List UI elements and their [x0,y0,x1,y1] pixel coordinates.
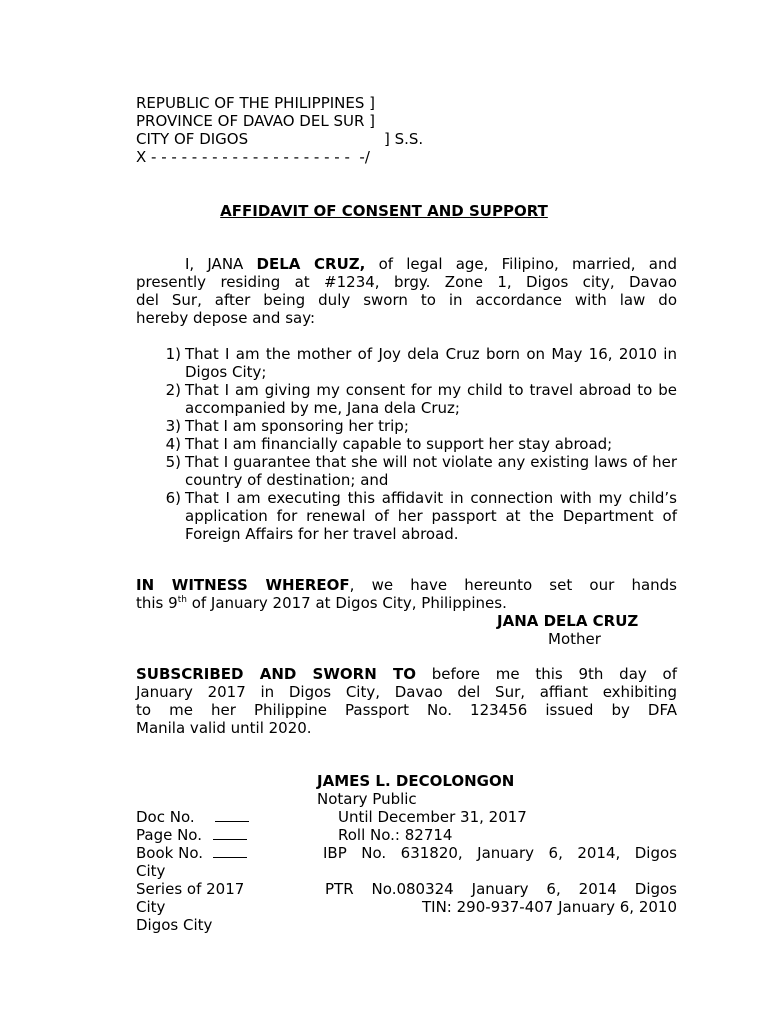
book-no-label [136,844,247,862]
notary-roll: Roll No.: 82714 [338,826,453,844]
jurat-bold: SUBSCRIBED AND SWORN TO [136,665,416,683]
list-item [136,381,677,417]
list-item [136,489,677,543]
intro-line-4: hereby depose and say: [136,309,316,327]
witness-line-2 [136,594,507,612]
witness-rest: , we have hereunto set our hands [349,576,677,594]
signer-role: Mother [548,630,601,648]
intro-line-1 [136,255,677,273]
notary-ptr: PTR No.080324 January 6, 2014 Digos [325,880,677,898]
jurat-line-4: Manila valid until 2020. [136,719,312,737]
doc-no-blank [215,809,249,822]
jurat-line-3: to me her Philippine Passport No. 123456 issued by DFA [136,701,677,719]
page-no-text: Page No. [136,826,202,844]
witness-date-post: of January 2017 at Digos City, Philippines. [186,594,507,612]
intro-line-2: presently residing at #1234, brgy. Zone 1, Digos city, Davao [136,273,677,291]
notary-title: Notary Public [317,790,417,808]
book-no-blank [213,845,247,858]
page-no-blank [213,827,247,840]
list-item-text: That I am the mother of Joy dela Cruz born on May 16, 2010 in Digos City; [185,345,677,381]
doc-no-text: Doc No. [136,808,195,826]
intro-rest: of legal age, Filipino, married, and [365,255,677,273]
list-item-number: 2) [165,381,181,399]
notary-ibp: IBP No. 631820, January 6, 2014, Digos [323,844,677,862]
intro-pre: I, JANA [185,255,257,273]
book-no-text: Book No. [136,844,204,862]
book-city: City [136,862,166,880]
list-item-text: That I am executing this affidavit in connection with my child’s application for renewal of her passport at the Department of Foreign Affairs for her travel abroad. [185,489,677,543]
jurat-line-1 [136,665,677,683]
list-item [136,435,677,453]
footer-city: Digos City [136,916,213,934]
witness-date-pre: this 9 [136,594,178,612]
list-item-number: 4) [165,435,181,453]
page-no-label [136,826,247,844]
series-label: Series of 2017 [136,880,245,898]
list-item [136,417,677,435]
list-item-text: That I guarantee that she will not violate any existing laws of her country of destination; and [185,453,677,489]
notary-name: JAMES L. DECOLONGON [317,772,515,790]
signer-name: JANA DELA CRUZ [497,612,639,630]
caption-city [136,130,248,148]
intro-name: DELA CRUZ, [256,255,366,273]
list-item-number: 6) [165,489,181,507]
caption-republic: REPUBLIC OF THE PHILIPPINES ] [136,94,376,112]
list-item-number: 3) [165,417,181,435]
jurat-line-2: January 2017 in Digos City, Davao del Sur, affiant exhibiting [136,683,677,701]
declarations-list [136,345,677,543]
series-city: City [136,898,166,916]
witness-line-1 [136,576,677,594]
caption-ss: ] S.S. [384,130,424,148]
witness-bold: IN WITNESS WHEREOF [136,576,350,594]
caption-province: PROVINCE OF DAVAO DEL SUR ] [136,112,375,130]
notary-until: Until December 31, 2017 [338,808,527,826]
list-item-text: That I am giving my consent for my child to travel abroad to be accompanied by me, Jana dela Cruz; [185,381,677,417]
intro-line-3: del Sur, after being duly sworn to in accordance with law do [136,291,677,309]
list-item-number: 1) [165,345,181,363]
list-item-text: That I am financially capable to support her stay abroad; [185,435,613,453]
list-item [136,345,677,381]
document-title: AFFIDAVIT OF CONSENT AND SUPPORT [220,202,548,220]
caption-separator: X - - - - - - - - - - - - - - - - - - - - -/ [136,148,370,166]
doc-no-label [136,808,249,826]
list-item [136,453,677,489]
list-item-number: 5) [165,453,181,471]
notary-tin: TIN: 290-937-407 January 6, 2010 [422,898,677,916]
caption-city-label: CITY OF DIGOS [136,130,249,148]
jurat-rest: before me this 9th day of [415,665,677,683]
witness-date-sup: th [177,595,187,605]
list-item-text: That I am sponsoring her trip; [185,417,409,435]
